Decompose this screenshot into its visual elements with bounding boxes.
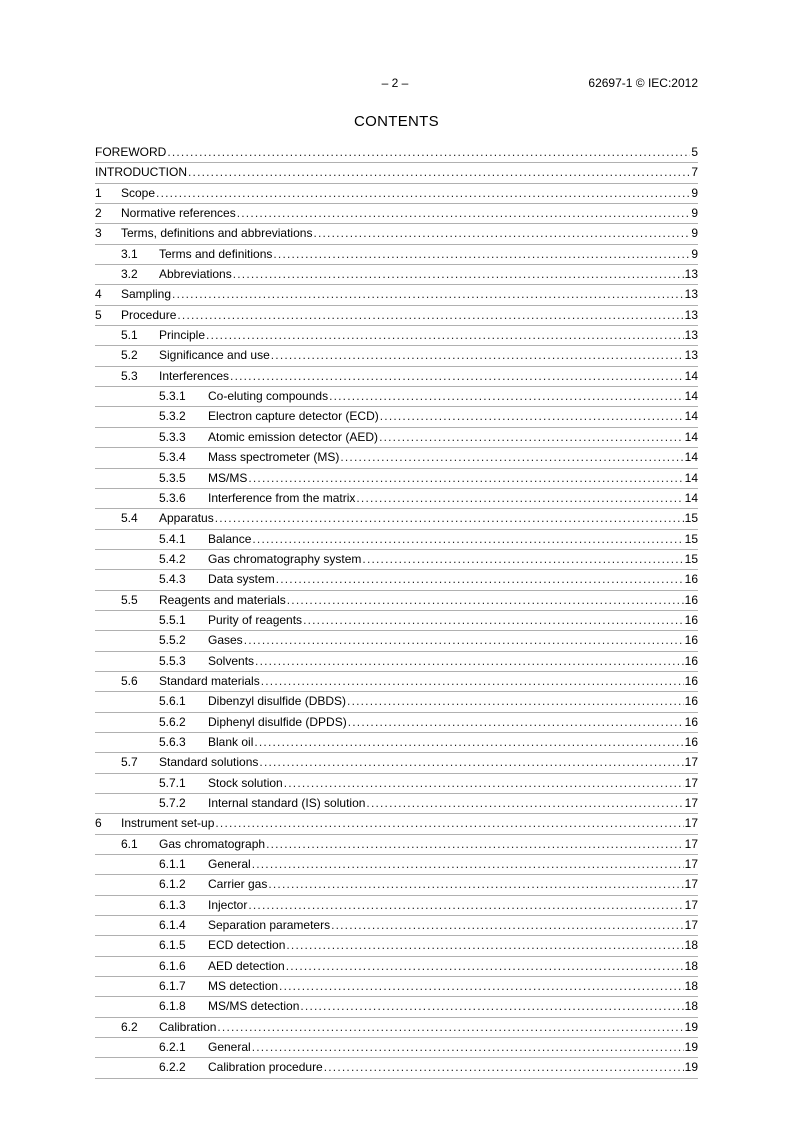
toc-entry[interactable]	[95, 224, 698, 244]
dot-leader	[252, 855, 684, 874]
toc-entry[interactable]	[95, 875, 698, 895]
toc-entry-page: 17	[684, 857, 698, 872]
toc-entry[interactable]	[95, 550, 698, 570]
page-title: CONTENTS	[354, 113, 439, 130]
toc-entry-line	[208, 550, 698, 569]
toc-entry-line	[208, 387, 698, 406]
toc-entry[interactable]	[95, 265, 698, 285]
toc-entry-number: 5.4.3	[159, 572, 186, 587]
toc-entry[interactable]	[95, 814, 698, 834]
dot-leader	[167, 143, 690, 162]
toc-entry-number: 5.3.4	[159, 450, 186, 465]
dot-leader	[261, 672, 684, 691]
toc-entry-line	[208, 570, 698, 589]
toc-entry[interactable]	[95, 326, 698, 346]
toc-entry-line	[208, 957, 698, 976]
toc-entry-line	[121, 285, 698, 304]
dot-leader	[348, 713, 684, 732]
dot-leader	[286, 936, 683, 955]
toc-entry[interactable]	[95, 692, 698, 712]
toc-entry-page: 16	[684, 592, 698, 607]
toc-entry-page: 9	[691, 206, 698, 221]
toc-entry-number: 1	[95, 185, 102, 200]
toc-entry[interactable]	[95, 977, 698, 997]
toc-entry-page: 5	[691, 145, 698, 159]
toc-entry[interactable]	[95, 591, 698, 611]
toc-entry-number: 5.5	[121, 592, 138, 607]
toc-entry-page: 9	[691, 246, 698, 261]
toc-entry-number: 3.2	[121, 267, 138, 282]
toc-entry-line	[121, 184, 698, 203]
page-number: – 2 –	[381, 76, 409, 90]
toc-entry-line	[95, 143, 698, 162]
toc-entry-number: 5.5.2	[159, 633, 186, 648]
toc-entry[interactable]	[95, 774, 698, 794]
dot-leader	[362, 550, 683, 569]
dot-leader	[230, 367, 684, 386]
dot-leader	[276, 570, 684, 589]
toc-entry[interactable]	[95, 285, 698, 305]
toc-entry-label: Reagents and materials	[159, 591, 287, 610]
toc-entry-line	[159, 835, 698, 854]
toc-entry[interactable]	[95, 1018, 698, 1038]
toc-entry-page: 17	[684, 816, 698, 831]
toc-entry-number: 5.6	[121, 673, 138, 688]
toc-entry-number: 5.6.3	[159, 734, 186, 749]
toc-entry-line	[208, 489, 698, 508]
toc-entry-page: 15	[684, 511, 698, 526]
toc-entry[interactable]	[95, 448, 698, 468]
toc-entry-number: 5.1	[121, 328, 138, 343]
toc-entry[interactable]	[95, 916, 698, 936]
toc-entry-number: 5.4.2	[159, 551, 186, 566]
toc-entry[interactable]	[95, 367, 698, 387]
toc-entry-page: 17	[684, 796, 698, 810]
toc-entry-label: Instrument set-up	[121, 814, 215, 833]
toc-entry-line	[208, 997, 698, 1016]
toc-entry-label: Principle	[159, 326, 206, 345]
toc-entry-label: Diphenyl disulfide (DPDS)	[208, 713, 348, 732]
dot-leader	[340, 448, 683, 467]
dot-leader	[279, 977, 684, 996]
toc-entry-number: 6.2.1	[159, 1040, 186, 1055]
dot-leader	[284, 774, 684, 793]
toc-entry-line	[208, 896, 698, 915]
toc-entry[interactable]	[95, 346, 698, 366]
toc-entry-number: 5.7.2	[159, 796, 186, 810]
toc-entry-page: 14	[684, 429, 698, 444]
toc-entry[interactable]	[95, 672, 698, 692]
toc-entry-number: 3	[95, 226, 102, 241]
dot-leader	[271, 346, 684, 365]
toc-entry-label: MS/MS	[208, 469, 248, 488]
toc-entry-line	[208, 794, 698, 813]
toc-entry-number: 6.1.6	[159, 958, 186, 973]
dot-leader	[273, 245, 690, 264]
toc-entry-line	[208, 1038, 698, 1057]
toc-entry-label: Gases	[208, 631, 244, 650]
toc-entry-label: Purity of reagents	[208, 611, 303, 630]
toc-entry-number: 6.1.3	[159, 897, 186, 912]
toc-entry-number: 6.2	[121, 1019, 138, 1034]
toc-entry-page: 16	[684, 734, 698, 749]
toc-entry-page: 13	[684, 328, 698, 343]
dot-leader	[287, 591, 684, 610]
toc-entry-label: AED detection	[208, 957, 286, 976]
toc-entry[interactable]	[95, 1058, 698, 1078]
dot-leader	[215, 814, 683, 833]
toc-entry[interactable]	[95, 835, 698, 855]
toc-entry-number: 6.1.2	[159, 877, 186, 892]
dot-leader	[303, 611, 684, 630]
toc-entry[interactable]	[95, 387, 698, 407]
toc-entry-line	[208, 855, 698, 874]
dot-leader	[255, 652, 684, 671]
toc-entry[interactable]	[95, 143, 698, 163]
toc-entry-label: Standard materials	[159, 672, 261, 691]
toc-entry-page: 14	[684, 389, 698, 404]
dot-leader	[188, 163, 690, 182]
dot-leader	[233, 265, 684, 284]
toc-entry[interactable]	[95, 469, 698, 489]
toc-entry-page: 16	[684, 572, 698, 587]
toc-entry-line	[121, 204, 698, 223]
toc-entry-line	[208, 936, 698, 955]
toc-entry-line	[159, 591, 698, 610]
toc-entry-number: 5.7	[121, 755, 138, 770]
toc-entry-number: 6.1.7	[159, 979, 186, 994]
toc-entry-line	[208, 916, 698, 935]
toc-entry-line	[208, 652, 698, 671]
toc-entry-page: 13	[684, 307, 698, 322]
dot-leader	[237, 204, 691, 223]
toc-entry-number: 5.7.1	[159, 775, 186, 790]
dot-leader	[380, 407, 684, 426]
toc-entry-number: 2	[95, 206, 102, 221]
toc-entry-label: Procedure	[121, 306, 177, 325]
toc-entry-number: 5.5.1	[159, 612, 186, 627]
toc-entry[interactable]	[95, 184, 698, 204]
toc-entry-number: 5.3	[121, 368, 138, 383]
toc-entry-line	[159, 367, 698, 386]
toc-entry-line	[159, 245, 698, 264]
toc-entry-label: Solvents	[208, 652, 255, 671]
toc-entry-label: Dibenzyl disulfide (DBDS)	[208, 692, 347, 711]
toc-entry-number: 5.3.6	[159, 490, 186, 505]
dot-leader	[379, 428, 684, 447]
toc-entry-line	[208, 407, 698, 426]
toc-entry-page: 18	[684, 999, 698, 1014]
toc-entry-label: Abbreviations	[159, 265, 233, 284]
toc-entry-label: Gas chromatography system	[208, 550, 362, 569]
toc-entry-line	[208, 428, 698, 447]
toc-entry-page: 17	[684, 836, 698, 851]
toc-entry[interactable]	[95, 855, 698, 875]
toc-entry-page: 14	[684, 368, 698, 383]
toc-entry-label: Apparatus	[159, 509, 215, 528]
toc-entry-page: 13	[684, 348, 698, 363]
toc-entry-number: 6.1.5	[159, 938, 186, 953]
toc-entry-line	[208, 774, 698, 793]
dot-leader	[266, 835, 684, 854]
toc-entry-number: 6	[95, 816, 102, 831]
toc-entry-page: 13	[684, 287, 698, 302]
toc-entry-number: 6.1	[121, 836, 138, 851]
toc-entry-line	[208, 448, 698, 467]
toc-entry-number: 5.3.2	[159, 409, 186, 424]
toc-entry[interactable]	[95, 1038, 698, 1058]
dot-leader	[254, 733, 683, 752]
toc-entry-line	[159, 326, 698, 345]
toc-entry-page: 16	[684, 612, 698, 627]
toc-entry-page: 18	[684, 958, 698, 973]
toc-entry-page: 19	[684, 1060, 698, 1075]
toc-entry[interactable]	[95, 489, 698, 509]
toc-entry-label: Calibration	[159, 1018, 217, 1037]
toc-entry-page: 17	[684, 775, 698, 790]
toc-entry[interactable]	[95, 204, 698, 224]
toc-entry[interactable]	[95, 753, 698, 773]
dot-leader	[252, 1038, 684, 1057]
toc-entry-label: Stock solution	[208, 774, 284, 793]
toc-entry-line	[121, 306, 698, 325]
toc-entry-label: Sampling	[121, 285, 172, 304]
dot-leader	[366, 794, 683, 813]
toc-entry-number: 5.3.3	[159, 429, 186, 444]
toc-entry-page: 17	[684, 918, 698, 933]
toc-entry-number: 6.1.1	[159, 857, 186, 872]
dot-leader	[244, 631, 684, 650]
toc-entry-number: 5.6.1	[159, 694, 186, 709]
toc-entry-line	[208, 713, 698, 732]
toc-entry-page: 14	[684, 470, 698, 485]
toc-entry[interactable]	[95, 570, 698, 590]
toc-entry-page: 17	[684, 897, 698, 912]
dot-leader	[252, 530, 683, 549]
toc-entry-page: 16	[684, 714, 698, 729]
toc-entry-line	[208, 469, 698, 488]
toc-entry-label: General	[208, 1038, 252, 1057]
toc-entry-line	[159, 672, 698, 691]
toc-entry[interactable]	[95, 530, 698, 550]
toc-entry[interactable]	[95, 611, 698, 631]
dot-leader	[248, 469, 683, 488]
toc-entry-label: Injector	[208, 896, 248, 915]
table-of-contents	[95, 143, 698, 1079]
toc-entry-page: 16	[684, 633, 698, 648]
toc-entry-label: Internal standard (IS) solution	[208, 794, 366, 813]
toc-entry-label: Mass spectrometer (MS)	[208, 448, 340, 467]
toc-entry-line	[208, 1058, 698, 1077]
dot-leader	[156, 184, 690, 203]
toc-entry-page: 17	[684, 755, 698, 770]
dot-leader	[259, 753, 683, 772]
dot-leader	[206, 326, 684, 345]
toc-entry-line	[121, 224, 698, 243]
toc-entry-label: Terms and definitions	[159, 245, 273, 264]
toc-entry-line	[208, 977, 698, 996]
toc-entry-line	[159, 509, 698, 528]
toc-entry[interactable]	[95, 713, 698, 733]
toc-entry-label: Carrier gas	[208, 875, 268, 894]
toc-entry-page: 19	[684, 1040, 698, 1055]
toc-entry-number: 5.6.2	[159, 714, 186, 729]
dot-leader	[215, 509, 684, 528]
dot-leader	[356, 489, 683, 508]
toc-entry[interactable]	[95, 794, 698, 814]
toc-entry[interactable]	[95, 997, 698, 1017]
toc-entry-number: 3.1	[121, 246, 138, 261]
toc-entry-line	[159, 1018, 698, 1037]
toc-entry-page: 16	[684, 694, 698, 709]
toc-entry-page: 13	[684, 267, 698, 282]
toc-entry-line	[208, 875, 698, 894]
dot-leader	[268, 875, 683, 894]
dot-leader	[217, 1018, 683, 1037]
toc-entry[interactable]	[95, 936, 698, 956]
dot-leader	[331, 916, 684, 935]
toc-entry-label: Interferences	[159, 367, 230, 386]
toc-entry-label: Electron capture detector (ECD)	[208, 407, 380, 426]
toc-entry-label: Data system	[208, 570, 276, 589]
dot-leader	[300, 997, 683, 1016]
toc-entry-page: 16	[684, 653, 698, 668]
toc-entry-label: Blank oil	[208, 733, 254, 752]
standard-reference: 62697-1 © IEC:2012	[588, 76, 698, 90]
toc-entry[interactable]	[95, 407, 698, 427]
toc-entry-line	[208, 631, 698, 650]
toc-entry-label: Balance	[208, 530, 252, 549]
toc-entry-label: MS/MS detection	[208, 997, 300, 1016]
toc-entry-label: Separation parameters	[208, 916, 331, 935]
toc-entry[interactable]	[95, 652, 698, 672]
toc-entry-label: General	[208, 855, 252, 874]
toc-entry-label: Calibration procedure	[208, 1058, 324, 1077]
toc-entry-line	[159, 753, 698, 772]
toc-entry-number: 4	[95, 287, 102, 302]
toc-entry-number: 5.3.1	[159, 389, 186, 404]
toc-entry-label: MS detection	[208, 977, 279, 996]
toc-entry-page: 7	[691, 165, 698, 180]
toc-entry-page: 18	[684, 938, 698, 953]
toc-entry-page: 15	[684, 531, 698, 546]
dot-leader	[347, 692, 684, 711]
toc-entry[interactable]	[95, 428, 698, 448]
dot-leader	[324, 1058, 684, 1077]
toc-entry-line	[208, 692, 698, 711]
toc-entry-page: 15	[684, 551, 698, 566]
toc-entry-number: 5.2	[121, 348, 138, 363]
dot-leader	[313, 224, 690, 243]
dot-leader	[177, 306, 683, 325]
toc-entry[interactable]	[95, 957, 698, 977]
toc-entry-label: Co-eluting compounds	[208, 387, 329, 406]
toc-entry-page: 9	[691, 185, 698, 200]
toc-entry-label: Significance and use	[159, 346, 271, 365]
toc-entry-line	[208, 611, 698, 630]
dot-leader	[329, 387, 684, 406]
toc-entry-page: 17	[684, 877, 698, 892]
toc-entry[interactable]	[95, 245, 698, 265]
dot-leader	[172, 285, 684, 304]
toc-entry-label: Scope	[121, 184, 156, 203]
toc-entry-label: Standard solutions	[159, 753, 259, 772]
toc-entry-line	[159, 346, 698, 365]
toc-entry-page: 14	[684, 490, 698, 505]
toc-entry-page: 14	[684, 409, 698, 424]
toc-entry[interactable]	[95, 306, 698, 326]
toc-entry-page: 14	[684, 450, 698, 465]
toc-entry-line	[208, 530, 698, 549]
toc-entry-page: 9	[691, 226, 698, 241]
toc-entry-number: 5	[95, 307, 102, 322]
toc-entry-number: 6.2.2	[159, 1060, 186, 1075]
dot-leader	[248, 896, 683, 915]
toc-entry-number: 6.1.8	[159, 999, 186, 1014]
toc-entry[interactable]	[95, 631, 698, 651]
toc-entry-label: FOREWORD	[95, 143, 167, 162]
toc-entry-line	[159, 265, 698, 284]
toc-entry-line	[208, 733, 698, 752]
toc-entry-label: Interference from the matrix	[208, 489, 356, 508]
toc-entry-page: 19	[684, 1019, 698, 1034]
dot-leader	[286, 957, 684, 976]
toc-entry-page: 16	[684, 673, 698, 688]
toc-entry[interactable]	[95, 733, 698, 753]
toc-entry-number: 6.1.4	[159, 918, 186, 933]
toc-entry-label: Normative references	[121, 204, 237, 223]
toc-entry-label: Gas chromatograph	[159, 835, 266, 854]
toc-entry-number: 5.4	[121, 511, 138, 526]
toc-entry[interactable]	[95, 509, 698, 529]
toc-entry-label: Atomic emission detector (AED)	[208, 428, 379, 447]
toc-entry[interactable]	[95, 896, 698, 916]
toc-entry-label: ECD detection	[208, 936, 286, 955]
toc-entry-line	[121, 814, 698, 833]
toc-entry-number: 5.5.3	[159, 653, 186, 668]
toc-entry-number: 5.4.1	[159, 531, 186, 546]
toc-entry-number: 5.3.5	[159, 470, 186, 485]
toc-entry-page: 18	[684, 979, 698, 994]
toc-entry-label: Terms, definitions and abbreviations	[121, 224, 313, 243]
toc-entry-label: INTRODUCTION	[95, 163, 188, 182]
toc-entry[interactable]	[95, 163, 698, 183]
toc-entry-line	[95, 163, 698, 182]
